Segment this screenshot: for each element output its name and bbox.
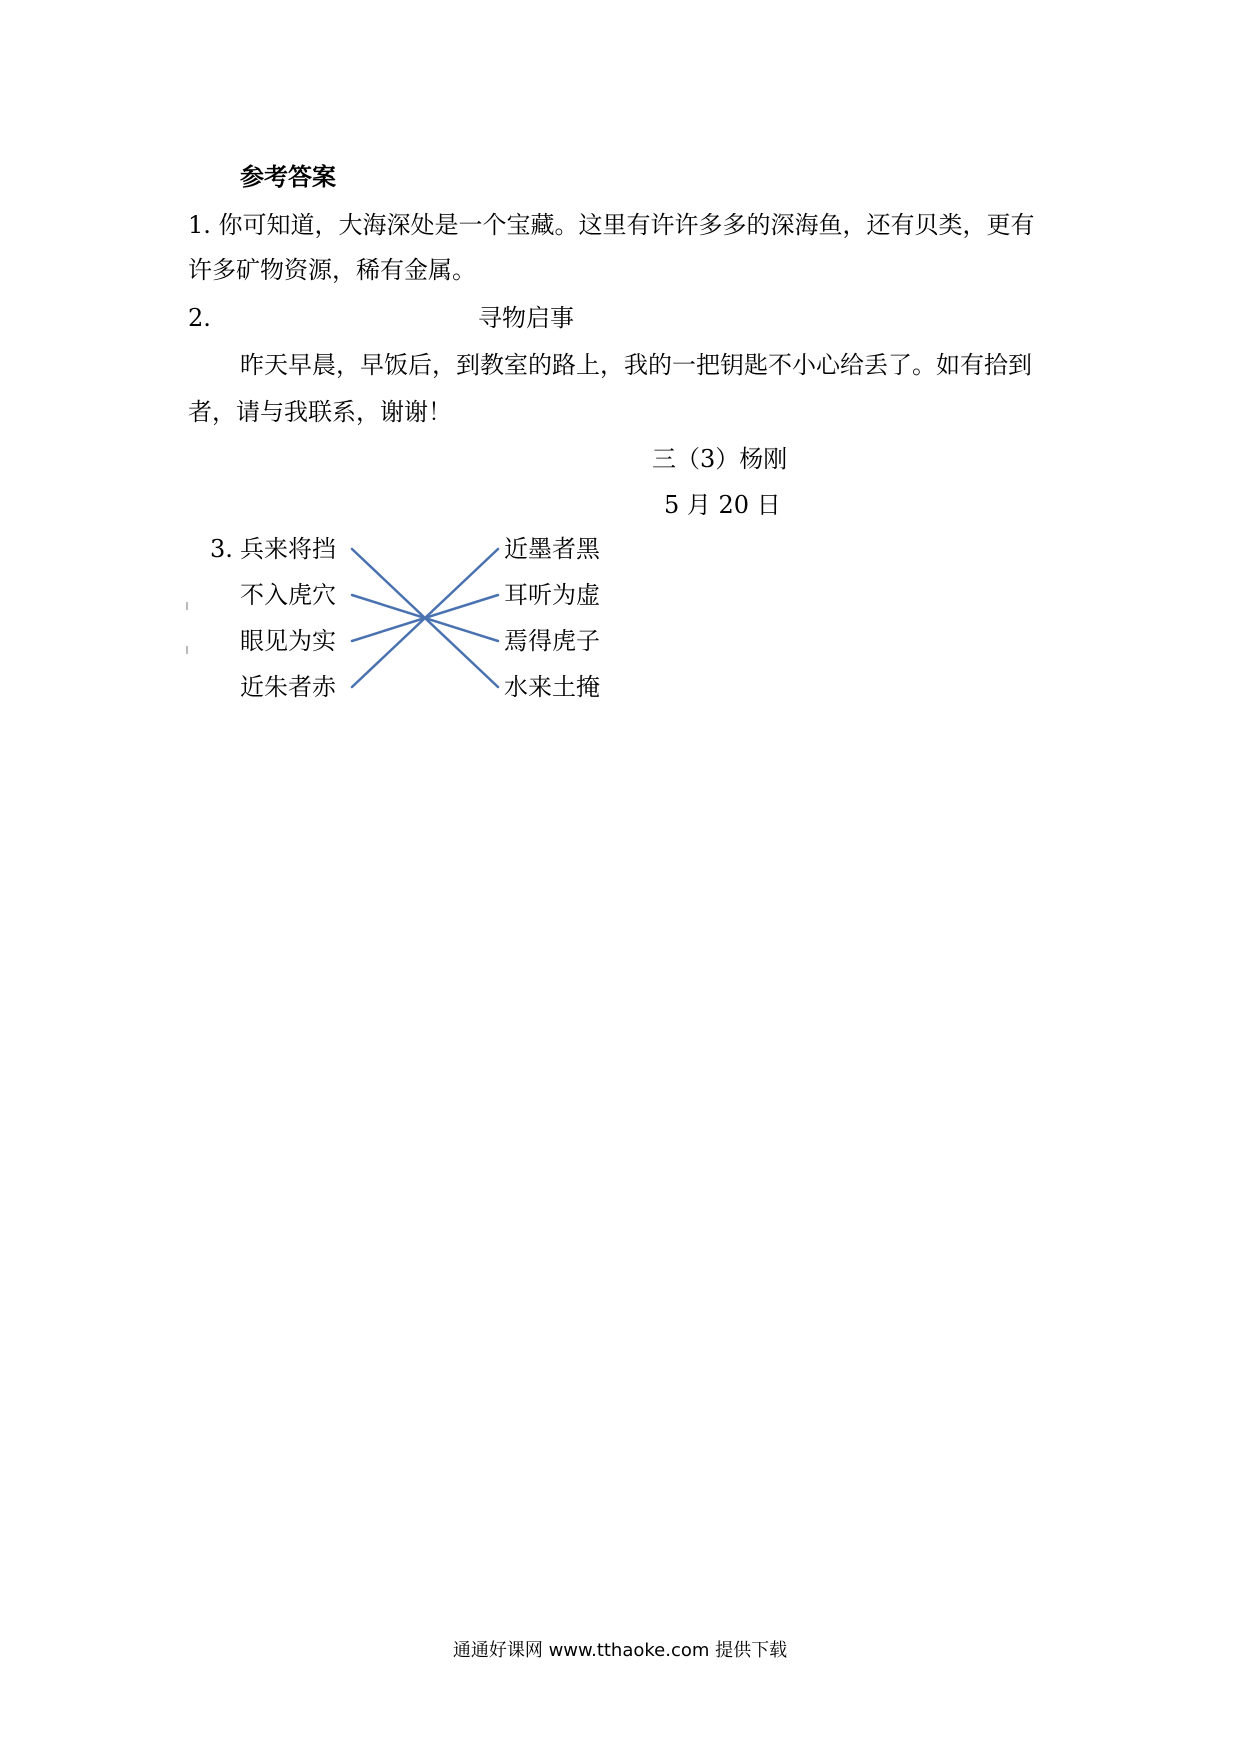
idiom-left: 不入虎穴 xyxy=(240,581,336,609)
match-line xyxy=(352,595,498,641)
notice-body-line-1: 昨天早晨，早饭后，到教室的路上，我的一把钥匙不小心给丢了。如有拾到 xyxy=(240,351,1032,379)
q3-number: 3. xyxy=(210,535,233,563)
idiom-left: 近朱者赤 xyxy=(240,673,336,701)
idiom-right: 焉得虎子 xyxy=(504,627,600,655)
q2-number: 2. xyxy=(188,304,211,332)
notice-body-line-2: 者，请与我联系，谢谢！ xyxy=(188,398,452,426)
match-line xyxy=(352,549,498,687)
match-line xyxy=(352,549,498,687)
margin-tick xyxy=(186,602,188,610)
idiom-left: 兵来将挡 xyxy=(240,535,336,563)
q1-line-1: 1. 你可知道，大海深处是一个宝藏。这里有许许多多的深海鱼，还有贝类，更有 xyxy=(188,211,1035,239)
notice-date: 5 月 20 日 xyxy=(664,491,781,519)
idiom-right: 耳听为虚 xyxy=(504,581,600,609)
answer-heading: 参考答案 xyxy=(240,163,336,191)
idiom-right: 近墨者黑 xyxy=(504,535,600,563)
notice-signature: 三（3）杨刚 xyxy=(652,445,788,473)
margin-tick xyxy=(186,646,188,654)
idiom-left: 眼见为实 xyxy=(240,627,336,655)
idiom-right: 水来土掩 xyxy=(504,673,600,701)
q1-line-2: 许多矿物资源，稀有金属。 xyxy=(188,256,476,284)
notice-title: 寻物启事 xyxy=(478,304,574,332)
match-line xyxy=(352,595,498,641)
footer-credit: 通通好课网 www.tthaoke.com 提供下载 xyxy=(452,1640,788,1661)
